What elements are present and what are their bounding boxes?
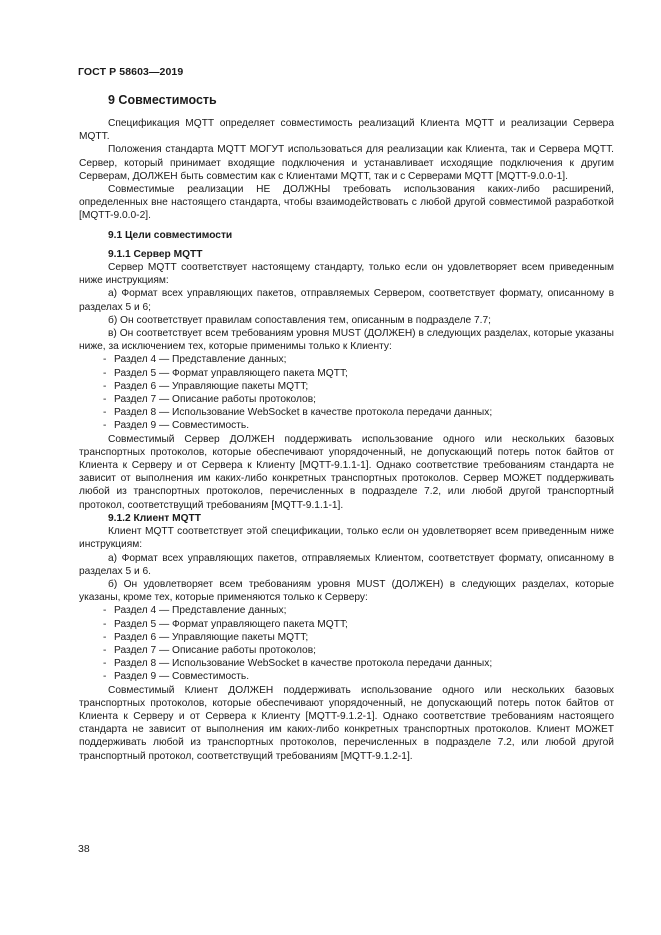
list-item-a: а) Формат всех управляющих пакетов, отправляемых Клиентом, соответствует формату, описанному в разделах 5 и 6. <box>79 552 614 577</box>
list-item-b: б) Он соответствует правилам сопоставления тем, описанным в подразделе 7.7; <box>108 314 491 326</box>
bullet-item: - Раздел 5 — Формат управляющего пакета MQTT; <box>103 367 348 379</box>
paragraph: Совместимый Сервер ДОЛЖЕН поддерживать использование одного или нескольких базовых транспортных протоколов, которые обеспечивают упорядоченный, не допускающий потерь поток байтов от Клиента к Серверу и от Сервера к Клиенту [MQTT-9.1.1-1]. Однако соответствие требованиям стандарта не зависит от выполнения им каких-либо конкретных транспортных протоколов. Сервер МОЖЕТ поддерживать любой из транспортных протоколов, перечисленных в подразделе 7.2, или любой другой транспортный протокол, соответствущий требованиям [MQTT-9.1.1-1]. <box>79 433 614 511</box>
bullet-item: - Раздел 6 — Управляющие пакеты MQTT; <box>103 380 309 392</box>
paragraph: Положения стандарта MQTT МОГУТ использоваться для реализации как Клиента, так и Сервера MQTT. Сервер, который принимает входящие подключения и устанавливает исходящие подключения к другим Серверам, ДОЛЖЕН быть совместим как с Клиентами MQTT, так и с Серверами MQTT [MQTT-9.0.0-1]. <box>79 144 614 182</box>
server-heading: 9.1.1 Сервер MQTT <box>108 248 203 260</box>
list-item-b: б) Он удовлетворяет всем требованиям уровня MUST (ДОЛЖЕН) в следующих разделах, которые указаны, кроме тех, которые применяются только к Серверу: <box>79 578 614 604</box>
page-number: 38 <box>78 843 90 855</box>
bullet-item: - Раздел 7 — Описание работы протоколов; <box>103 644 316 656</box>
bullet-item: - Раздел 5 — Формат управляющего пакета MQTT; <box>103 618 348 630</box>
bullet-item: - Раздел 7 — Описание работы протоколов; <box>103 394 316 406</box>
paragraph: Спецификация MQTT определяет совместимость реализаций Клиента MQTT и реализации Сервера MQTT. <box>79 118 614 143</box>
bullet-item: - Раздел 6 — Управляющие пакеты MQTT; <box>103 631 309 643</box>
paragraph: Совместимый Клиент ДОЛЖЕН поддерживать использование одного или нескольких базовых транспортных протоколов, которые обеспечивают упорядоченный, не допускающий потерь поток байтов от Клиента к Серверу и от Сервера к Клиенту [MQTT-9.1.2-1]. Однако соответствие требованиям настоящего стандарта не зависит от выполнения им каких-либо конкретных транспортных протоколов. Клиент МОЖЕТ поддерживать любой из транспортных протоколов, перечисленных в подразделе 7.2, или любой другой транспортный протокол, соответствущий требованиям [MQTT-9.1.2-1]. <box>79 684 614 762</box>
paragraph: Сервер MQTT соответствует настоящему стандарту, только если он удовлетворяет всем приведенным ниже инструкциям: <box>79 262 614 287</box>
section-title: 9 Совместимость <box>108 93 217 107</box>
subsection-title: 9.1 Цели совместимости <box>108 229 233 241</box>
bullet-item: - Раздел 8 — Использование WebSocket в качестве протокола передачи данных; <box>103 658 493 670</box>
list-item-c: в) Он соответствует всем требованиям уровня MUST (ДОЛЖЕН) в следующих разделах, которые указаны ниже, за исключением тех, которые применимы только к Клиенту: <box>79 328 614 353</box>
bullet-item: - Раздел 4 — Представление данных; <box>103 605 287 617</box>
bullet-item: - Раздел 9 — Совместимость. <box>103 671 250 683</box>
client-heading: 9.1.2 Клиент MQTT <box>108 512 201 524</box>
bullet-item: - Раздел 8 — Использование WebSocket в качестве протокола передачи данных; <box>103 407 493 419</box>
list-item-a: а) Формат всех управляющих пакетов, отправляемых Сервером, соответствует формату, описанному в разделах 5 и 6; <box>79 288 614 313</box>
paragraph: Клиент MQTT соответствует этой спецификации, только если он удовлетворяет всем приведенным ниже инструкциям: <box>79 526 614 551</box>
bullet-item: - Раздел 4 — Представление данных; <box>103 354 287 366</box>
standard-header: ГОСТ Р 58603—2019 <box>78 66 184 78</box>
document-body <box>79 92 614 763</box>
bullet-item: - Раздел 9 — Совместимость. <box>103 420 250 432</box>
paragraph: Совместимые реализации НЕ ДОЛЖНЫ требовать использования каких-либо расширений, определенных вне настоящего стандарта, чтобы взаимодействовать с любой другой совместимой разработкой [MQTT-9.0.0-2]. <box>79 184 614 222</box>
